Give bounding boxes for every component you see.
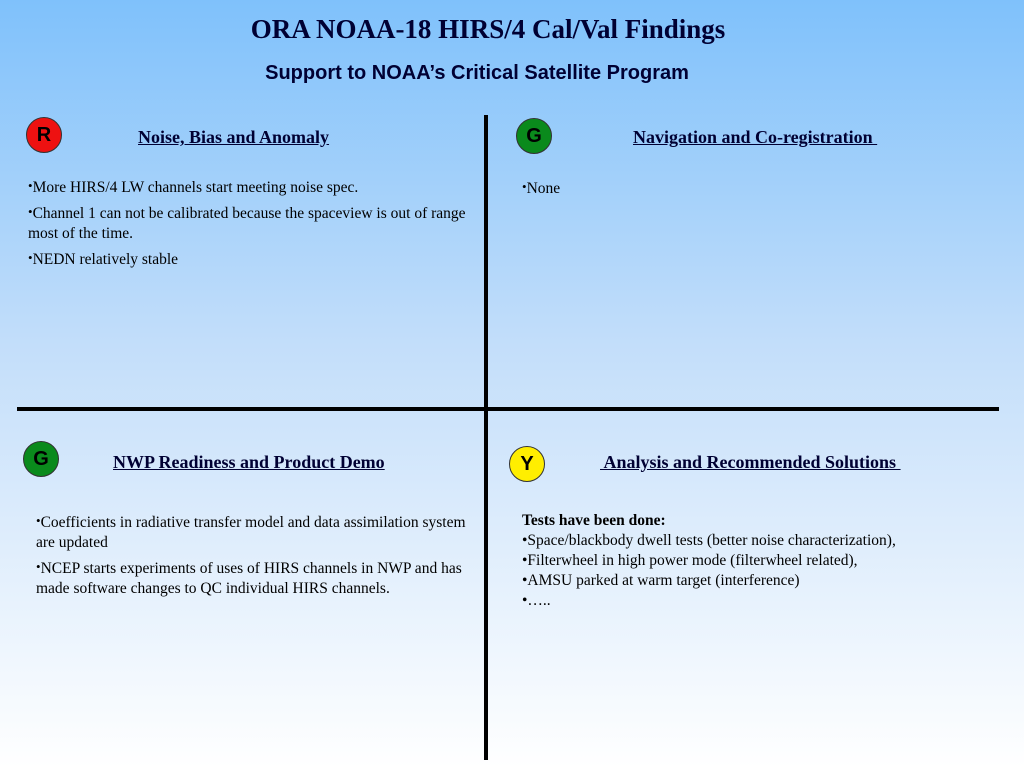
status-badge-yellow: Y [509, 446, 545, 482]
bullet-item: •More HIRS/4 LW channels start meeting noise spec. [28, 178, 359, 196]
bullet-item: •NCEP starts experiments of uses of HIRS channels in NWP and has made software changes to QC individual HIRS channels. [36, 559, 462, 597]
slide-title: ORA NOAA-18 HIRS/4 Cal/Val Findings [250, 14, 726, 44]
test-item: •Space/blackbody dwell tests (better noise characterization), [522, 532, 896, 549]
bullet-item: •Coefficients in radiative transfer model and data assimilation system are updated [36, 513, 466, 551]
quadrant-heading-nwp: NWP Readiness and Product Demo [113, 452, 385, 472]
status-badge-green: G [516, 118, 552, 154]
test-item: •….. [522, 592, 551, 609]
status-badge-red: R [26, 117, 62, 153]
tests-intro: Tests have been done: [522, 512, 666, 529]
quadrant-body-noise [28, 176, 478, 274]
quadrant-heading-analysis: Analysis and Recommended Solutions [600, 452, 901, 472]
bullet-item: •Channel 1 can not be calibrated because the spaceview is out of range most of the time. [28, 204, 466, 242]
test-item: •AMSU parked at warm target (interference) [522, 572, 800, 589]
bullet-item: •NEDN relatively stable [28, 250, 179, 268]
quadrant-body-analysis [522, 511, 992, 611]
slide-subtitle: Support to NOAA’s Critical Satellite Program [265, 62, 689, 84]
test-item: •Filterwheel in high power mode (filterwheel related), [522, 552, 858, 569]
quadrant-body-navigation [522, 177, 972, 203]
quadrant-heading-navigation: Navigation and Co-registration [633, 127, 878, 147]
horizontal-divider [17, 407, 999, 411]
quadrant-body-nwp [36, 511, 476, 603]
bullet-item: •None [522, 179, 561, 197]
vertical-divider [484, 115, 488, 760]
quadrant-heading-noise: Noise, Bias and Anomaly [138, 127, 330, 147]
status-badge-green: G [23, 441, 59, 477]
